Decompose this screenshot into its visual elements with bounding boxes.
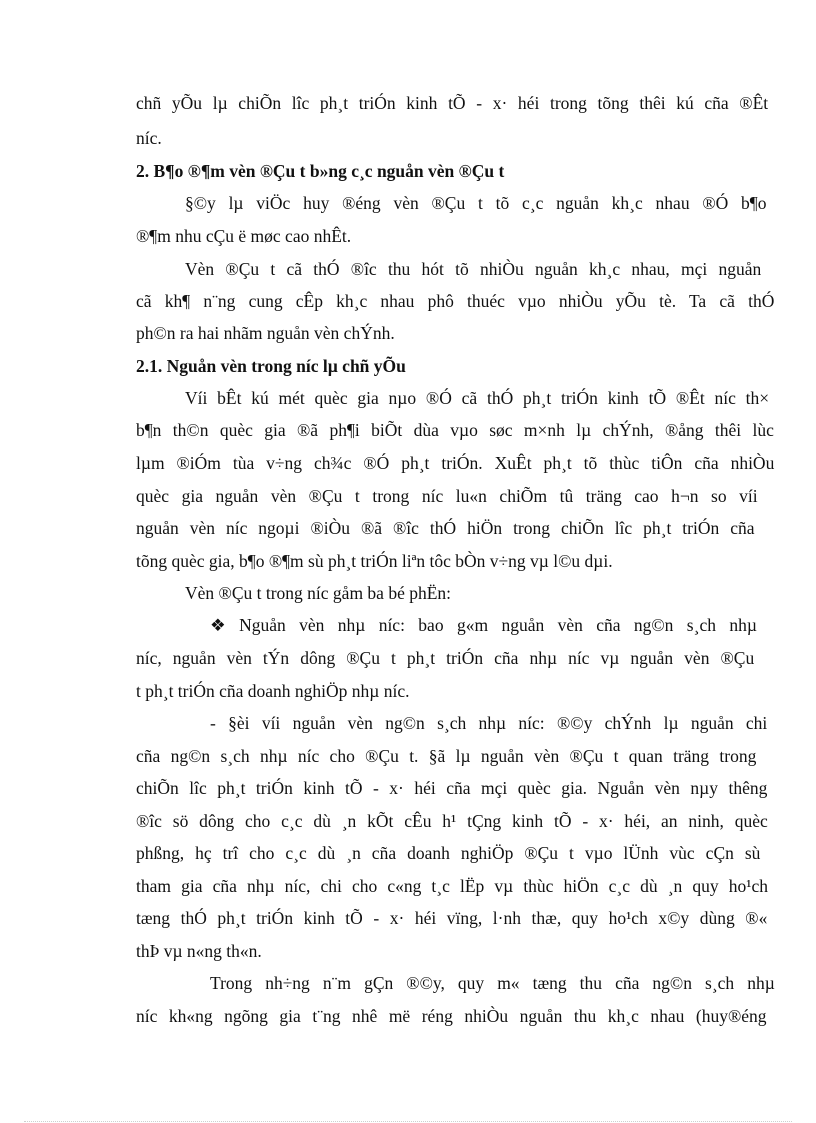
section-heading: 2. B¶o ®¶m vèn ®Çu t b»ng c¸c nguån vèn ®Çu t <box>136 161 505 181</box>
body-line: Trong nh÷ng n¨m gÇn ®©y, quy m« tæng thu cña ng©n s¸ch nhµ <box>210 973 775 993</box>
body-line: tæng thÓ ph¸t triÓn kinh tÕ - x· héi vïng, l·nh thæ, quy ho¹ch x©y dùng ®« <box>136 908 768 928</box>
body-line: tõng quèc gia, b¶o ®¶m sù ph¸t triÓn liªn tôc bÒn v÷ng vµ l©u dµi. <box>136 551 613 571</box>
body-line: chñ yÕu lµ chiÕn lîc ph¸t triÓn kinh tÕ - x· héi trong tõng thêi kú cña ®Êt <box>136 93 769 113</box>
body-line: Vèn ®Çu t trong níc gåm ba bé phËn: <box>185 583 452 603</box>
body-line: níc. <box>136 128 162 148</box>
body-line: phßng, hç trî cho c¸c dù ¸n cña doanh nghiÖp ®Çu t vµo lÜnh vùc cÇn sù <box>136 843 761 863</box>
body-line: Víi bÊt kú mét quèc gia nµo ®Ó cã thÓ ph¸t triÓn kinh tÕ ®Êt níc th× <box>185 388 770 408</box>
body-line: tham gia cña nhµ níc, chi cho c«ng t¸c lËp vµ thùc hiÖn c¸c dù ¸n quy ho¹ch <box>136 876 768 896</box>
body-line: ®¶m nhu cÇu ë møc cao nhÊt. <box>136 226 352 246</box>
body-line: ®îc sö dông cho c¸c dù ¸n kÕt cÊu h¹ tÇng kinh tÕ - x· héi, an ninh, quèc <box>136 811 768 831</box>
body-line: Vèn ®Çu t cã thÓ ®îc thu hót tõ nhiÒu nguån kh¸c nhau, mçi nguån <box>185 259 762 279</box>
body-line: chiÕn lîc ph¸t triÓn kinh tÕ - x· héi cña mçi quèc gia. Nguån vèn nµy thêng <box>136 778 768 798</box>
body-line: ph©n ra hai nhãm nguån vèn chÝnh. <box>136 323 395 343</box>
subsection-heading: 2.1. Nguån vèn trong níc lµ chñ yÕu <box>136 356 406 376</box>
body-line: cã kh¶ n¨ng cung cÊp kh¸c nhau phô thuéc vµo nhiÒu yÕu tè. Ta cã thÓ <box>136 291 775 311</box>
body-line: lµm ®iÓm tùa v÷ng ch¾c ®Ó ph¸t triÓn. XuÊt ph¸t tõ thùc tiÔn cña nhiÒu <box>136 453 775 473</box>
body-line: thÞ vµ n«ng th«n. <box>136 941 262 961</box>
bullet-line: ❖ Nguån vèn nhµ níc: bao g«m nguån vèn cña ng©n s¸ch nhµ <box>210 615 757 635</box>
page-bottom-divider <box>24 1121 792 1122</box>
body-line: b¶n th©n quèc gia ®ã ph¶i biÕt dùa vµo søc m×nh lµ chÝnh, ®ång thêi lùc <box>136 420 774 440</box>
body-line: cña ng©n s¸ch nhµ níc cho ®Çu t. §ã lµ nguån vèn ®Çu t quan träng trong <box>136 746 757 766</box>
body-line: níc kh«ng ngõng gia t¨ng nhê më réng nhiÒu nguån thu kh¸c nhau (huy®éng <box>136 1006 767 1026</box>
body-line: §©y lµ viÖc huy ®éng vèn ®Çu t tõ c¸c nguån kh¸c nhau ®Ó b¶o <box>185 193 767 213</box>
body-line: t ph¸t triÓn cña doanh nghiÖp nhµ níc. <box>136 681 410 701</box>
body-line: nguån vèn níc ngoµi ®iÒu ®ã ®îc thÓ hiÖn trong chiÕn lîc ph¸t triÓn cña <box>136 518 755 538</box>
body-line: - §èi víi nguån vèn ng©n s¸ch nhµ níc: ®©y chÝnh lµ nguån chi <box>210 713 768 733</box>
body-line: níc, nguån vèn tÝn dông ®Çu t ph¸t triÓn cña nhµ níc vµ nguån vèn ®Çu <box>136 648 755 668</box>
body-line: quèc gia nguån vèn ®Çu t trong níc lu«n chiÕm tû träng cao h¬n so víi <box>136 486 758 506</box>
